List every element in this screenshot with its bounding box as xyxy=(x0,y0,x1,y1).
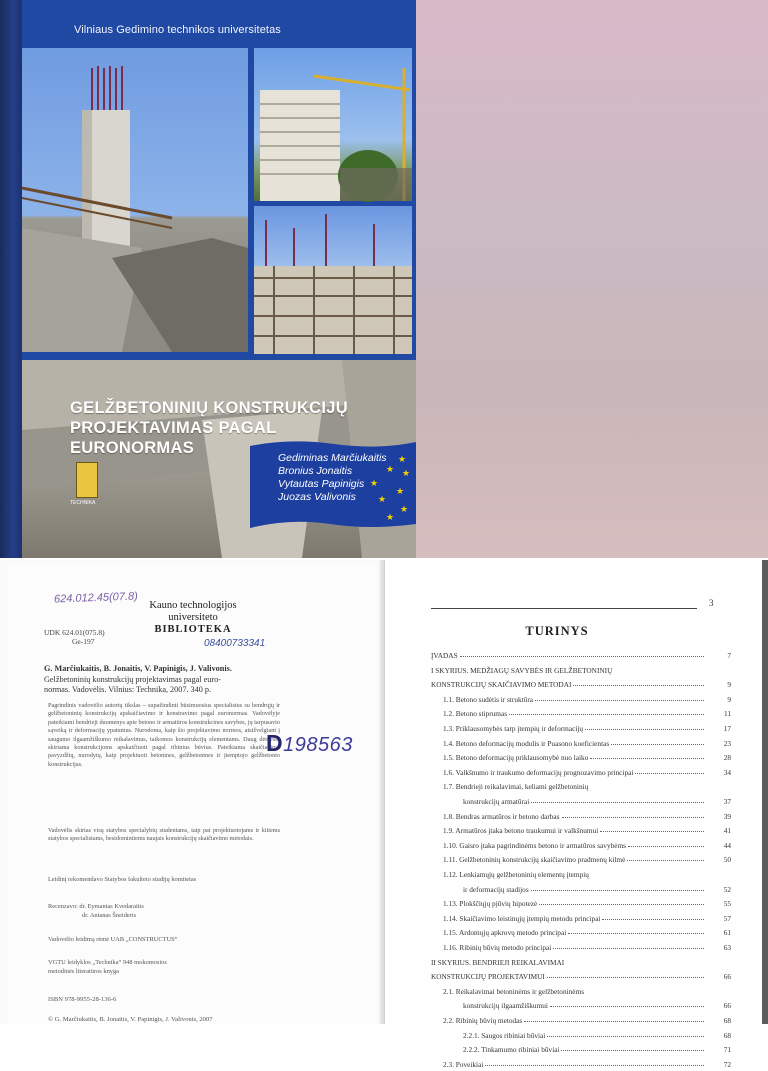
toc-entry xyxy=(385,1030,763,1042)
publisher-info-line-1: VGTU leidyklos „Technika“ 948 mokomosios xyxy=(48,959,167,966)
toc-entry-text: 1.16. Ribinių būvių metodo principai xyxy=(443,943,552,952)
toc-entry xyxy=(385,986,763,998)
toc-entry xyxy=(385,811,763,823)
toc-leader-dots xyxy=(585,729,704,730)
toc-entry xyxy=(385,694,763,706)
toc-leader-dots xyxy=(524,1021,704,1022)
toc-entry xyxy=(385,723,763,735)
toc-entry xyxy=(385,1059,763,1071)
publisher-info-line-2: metodinės literatūros knyga xyxy=(48,968,119,975)
toc-entry xyxy=(385,679,763,691)
toc-entry xyxy=(385,796,763,808)
toc-entry xyxy=(385,927,763,939)
header-rule xyxy=(431,608,697,609)
toc-entry-text: 2.2.1. Saugos ribiniai būviai xyxy=(463,1030,546,1040)
library-stamp xyxy=(128,600,258,636)
toc-leader-dots xyxy=(547,1036,704,1037)
toc-entry-page: 68 xyxy=(723,1030,731,1040)
toc-entry-page: 11 xyxy=(723,709,731,719)
toc-entry-text: 1.5. Betono deformacijų priklausomybė nuo laiko xyxy=(443,753,589,763)
toc-title: TURINYS xyxy=(525,624,589,638)
column-illustration xyxy=(22,48,248,352)
book-spine xyxy=(0,0,22,558)
toc-leader-dots xyxy=(535,700,704,701)
toc-entry-text: konstrukcijų armatūrai xyxy=(463,797,530,806)
toc-leader-dots xyxy=(509,714,704,715)
toc-entry-text: 1.11. Gelžbetoninių konstrukcijų skaičiavimo pradmenų kilmė xyxy=(443,855,626,865)
toc-entry xyxy=(385,898,763,910)
cover-university: Vilniaus Gedimino technikos universitetas xyxy=(74,24,281,36)
publisher-logo-icon xyxy=(76,462,98,498)
toc-entry-text: 1.3. Priklausomybės tarp įtempių ir deformacijų xyxy=(443,724,584,733)
toc-leader-dots xyxy=(561,1050,704,1051)
recommended-note: Leidinį rekomendavo Statybos fakulteto studijų komitetas xyxy=(48,876,197,883)
building-illustration xyxy=(254,48,412,201)
cover-photo-column xyxy=(22,48,248,352)
handwritten-code: 624.012.45(07.8) xyxy=(53,590,138,606)
udk-code xyxy=(44,628,105,646)
svg-text:★: ★ xyxy=(386,465,395,475)
toc-entry-text: ĮVADAS xyxy=(431,651,458,660)
toc-entry xyxy=(385,665,763,677)
svg-text:★: ★ xyxy=(396,487,405,497)
toc-entry-text: 2.2. Ribinių būvių metodas xyxy=(443,1016,523,1025)
toc-leader-dots xyxy=(627,860,704,861)
cover-title-line-1: GELŽBETONINIŲ KONSTRUKCIJŲ xyxy=(70,399,348,417)
svg-text:★: ★ xyxy=(378,495,387,505)
summary-paragraph: Pagrindinis vadovėlio autorių tikslas – supažindinti būsimuosius specialistus su bendrųjų ir gelžbetoninių konstrukcijų apskaičiavimo ir konstravimo pagal euronormas. Vadovėlyje pateikiami bendrieji duomenys apie betono ir armatūros konstrukcines savybes, jų tarpusavio sąveiką ir deformacijų ypatumus. Nurodoma, kaip šio projektavimo normos, atsižvelgiant į saugumo ilgaamžiškumo reikalavimus, taikomos konstrukcijų elementams. Daug dėmesio skiriama konstrukcijoms apskaičiuoti pagal ribinius būvius. Pateikiama skaičiavimo pavyzdžių, nurodytų, kaip projektuoti betonines, gelžbetonines ir įtemptojo gelžbetonio konstrukcijas. xyxy=(48,702,280,768)
toc-entry-page: 34 xyxy=(723,767,731,777)
toc-entry-text: ir deformacijų stadijos xyxy=(463,884,529,894)
inventory-stamp xyxy=(266,730,353,757)
toc-entry xyxy=(385,1000,763,1012)
toc-entry-text: 1.2. Betono stiprumas xyxy=(443,709,508,719)
toc-entry-text: 2.3. Poveikiai xyxy=(443,1059,484,1069)
toc-entry-text: KONSTRUKCIJŲ SKAIČIAVIMO METODAI xyxy=(431,680,572,690)
open-book-scan xyxy=(0,560,768,1069)
audience-paragraph: Vadovėlis skirtas visų statybos specialybių studentams, taip pat projektuotojams ir kitiems statybos specialistams, besidomintiems naujais konstrukcijų skaičiavimo metodais. xyxy=(48,827,280,843)
toc-entry xyxy=(385,840,763,852)
toc-entry-page: 71 xyxy=(723,1045,731,1055)
publisher-name: TECHNIKA xyxy=(70,500,96,506)
toc-leader-dots xyxy=(600,831,704,832)
stamp-code: 08400733341 xyxy=(204,638,266,649)
toc-leader-dots xyxy=(531,802,704,803)
cover-title-line-3: EURONORMAS xyxy=(70,439,195,457)
toc-entry xyxy=(385,869,763,881)
toc-entry xyxy=(385,942,763,954)
toc-entry-text: 2.1. Reikalavimai betoninėms ir gelžbetoninėms xyxy=(443,986,585,996)
scaffolding-illustration xyxy=(254,206,412,354)
toc-entry xyxy=(385,752,763,764)
svg-text:★: ★ xyxy=(386,513,395,523)
cover-author-1: Gediminas Marčiukaitis xyxy=(278,452,387,464)
isbn: ISBN 978-9955-28-136-6 xyxy=(48,996,117,1003)
svg-text:★: ★ xyxy=(400,505,409,515)
toc-entry xyxy=(385,825,763,837)
book-cover xyxy=(22,0,416,558)
toc-entry xyxy=(385,854,763,866)
toc-leader-dots xyxy=(635,773,704,774)
toc-leader-dots xyxy=(550,1006,704,1007)
toc-entry-page: 41 xyxy=(723,826,731,836)
toc-entry-text: 1.4. Betono deformacijų modulis ir Puasono koeficientas xyxy=(443,738,610,748)
toc-entry-page: 66 xyxy=(723,1001,731,1011)
stamp-line-3: BIBLIOTEKA xyxy=(154,624,232,635)
toc-entry-text: 1.9. Armatūros įtaka betono traukumui ir valkšnumui xyxy=(443,826,599,836)
sponsor-note: Vadovėlio leidimą rėmė UAB „CONSTRUCTUS“ xyxy=(48,936,178,943)
toc-leader-dots xyxy=(531,890,704,891)
toc-entry-text: 1.7. Bendrieji reikalavimai, keliami gelžbetoninių xyxy=(443,782,589,792)
toc-entry xyxy=(385,1044,763,1056)
toc-leader-dots xyxy=(628,846,704,847)
back-cover-area xyxy=(416,0,768,558)
toc-entry-text: 2.2.2. Tinkamumo ribiniai būviai xyxy=(463,1045,560,1055)
toc-entry xyxy=(385,738,763,750)
toc-entry-page: 7 xyxy=(727,651,731,660)
reviewer-1: Recenzavo: dr. Eymantas Kvedaraitis xyxy=(48,903,144,910)
cover-author-2: Bronius Jonaitis xyxy=(278,465,353,477)
toc-leader-dots xyxy=(562,817,704,818)
toc-entry-text: 1.15. Ardomųjų apkrovų metodo principai xyxy=(443,928,567,938)
toc-entry-page: 68 xyxy=(723,1016,731,1025)
toc-leader-dots xyxy=(539,904,704,905)
cover-title-line-2: PROJEKTAVIMAS PAGAL xyxy=(70,419,277,437)
cover-authors xyxy=(278,452,387,504)
page-number: 3 xyxy=(709,598,714,608)
toc-entry-page: 66 xyxy=(723,972,731,982)
reviewer-2: dr. Antanas Šneideris xyxy=(82,912,137,919)
toc-entry-page: 39 xyxy=(723,811,731,821)
toc-leader-dots xyxy=(553,948,704,949)
toc-entry-page: 57 xyxy=(723,913,731,923)
toc-entry-page: 23 xyxy=(723,738,731,748)
bibliographic-citation xyxy=(44,664,294,696)
toc-entry-page: 52 xyxy=(723,884,731,894)
toc-entry-page: 17 xyxy=(723,724,731,733)
toc-entry xyxy=(385,913,763,925)
citation-title: Gelžbetoninių konstrukcijų projektavimas pagal euro- xyxy=(44,674,221,684)
svg-text:★: ★ xyxy=(402,469,411,479)
page-edge xyxy=(762,560,768,1024)
stamp-line-2: universiteto xyxy=(168,612,218,623)
toc-entry-page: 28 xyxy=(723,753,731,763)
cover-author-4: Juozas Valivonis xyxy=(278,491,356,503)
toc-entry-text: II SKYRIUS. BENDRIEJI REIKALAVIMAI xyxy=(431,957,565,967)
toc-entry-text: KONSTRUKCIJŲ PROJEKTAVIMUI xyxy=(431,972,545,982)
publisher-info xyxy=(48,958,167,976)
toc-entry-text: 1.8. Bendras armatūros ir betono darbas xyxy=(443,811,560,821)
toc-entry xyxy=(385,957,763,969)
udk-line: UDK 624.01(075.8) xyxy=(44,628,105,637)
toc-leader-dots xyxy=(611,744,704,745)
contents-page xyxy=(384,560,762,1069)
udk-sub: Ge-197 xyxy=(72,637,95,646)
copyright: © G. Marčiukaitis, B. Jonaitis, V. Papinigis, J. Valivonis, 2007 xyxy=(48,1016,213,1023)
toc-leader-dots xyxy=(590,758,704,759)
imprint-page xyxy=(8,564,380,1024)
toc-entry-text: 1.13. Plokščiųjų pjūvių hipotezė xyxy=(443,899,538,909)
stamp-line-1: Kauno technologijos xyxy=(149,600,237,611)
toc-entry xyxy=(385,1015,763,1027)
toc-entry-page: 50 xyxy=(723,855,731,865)
toc-entry xyxy=(385,884,763,896)
toc-entry xyxy=(385,650,763,662)
reviewers xyxy=(48,902,144,920)
toc-leader-dots xyxy=(573,685,704,686)
toc-entry xyxy=(385,971,763,983)
cover-photo-building xyxy=(254,48,412,201)
toc-entry-page: 9 xyxy=(727,680,731,690)
toc-entry-text: 1.14. Skaičiavimo leistinųjų įtempių metodu principai xyxy=(443,913,601,923)
toc-entry-text: konstrukcijų ilgaamžiškumui xyxy=(463,1001,548,1011)
toc-entry-page: 63 xyxy=(723,943,731,952)
cover-photo-scaffolding xyxy=(254,206,412,354)
svg-text:★: ★ xyxy=(398,455,407,465)
toc-leader-dots xyxy=(602,919,704,920)
toc-entry xyxy=(385,708,763,720)
svg-text:★: ★ xyxy=(370,479,379,489)
toc-entry-text: I SKYRIUS. MEDŽIAGŲ SAVYBĖS IR GELŽBETONINIŲ xyxy=(431,665,613,675)
toc-entry-text: 1.10. Gaisro įtaka pagrindinėms betono ir armatūros savybėms xyxy=(443,840,626,850)
inventory-stamp-letter: D xyxy=(266,730,284,756)
toc-entry-page: 72 xyxy=(723,1059,731,1069)
toc-entry-page: 9 xyxy=(727,694,731,704)
citation-rest: normas. Vadovėlis. Vilnius: Technika, 2007. 340 p. xyxy=(44,685,211,694)
toc-entry-text: 1.1. Betono sudėtis ir struktūra xyxy=(443,694,533,704)
inventory-stamp-number: 198563 xyxy=(283,734,353,756)
toc-entry-text: 1.6. Valkšnumo ir traukumo deformacijų prognozavimo principai xyxy=(443,767,634,777)
cover-author-3: Vytautas Papinigis xyxy=(278,478,365,490)
toc-entry xyxy=(385,767,763,779)
toc-entry xyxy=(385,781,763,793)
toc-leader-dots xyxy=(547,977,704,978)
toc-leader-dots xyxy=(460,656,704,657)
toc-leader-dots xyxy=(568,933,704,934)
toc-entry-page: 37 xyxy=(723,797,731,806)
toc-entry-page: 44 xyxy=(723,840,731,850)
toc-entry-page: 61 xyxy=(723,928,731,938)
citation-authors: G. Marčiukaitis, B. Jonaitis, V. Papinigis, J. Valivonis. xyxy=(44,664,232,673)
toc-entry-text: 1.12. Lenkiamųjų gelžbetoninių elementų įtempių xyxy=(443,870,589,879)
toc-entry-page: 55 xyxy=(723,899,731,909)
toc-leader-dots xyxy=(485,1065,704,1066)
